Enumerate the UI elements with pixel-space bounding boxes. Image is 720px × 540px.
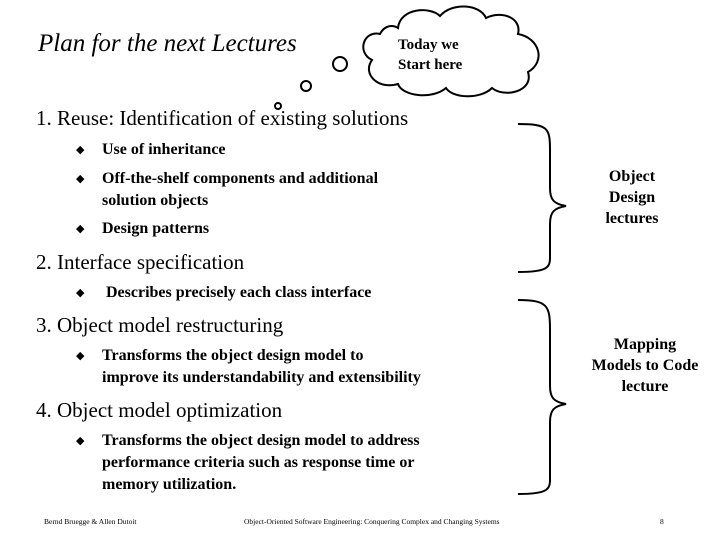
- label-line: Models to Code: [591, 357, 699, 374]
- section-heading-restructuring: 3. Object model restructuring: [36, 313, 284, 337]
- thought-circle-large: [333, 57, 347, 71]
- thought-bubble-text: [398, 35, 482, 75]
- section-heading-optimization: 4. Object model optimization: [36, 398, 283, 422]
- footer-page-number: 8: [660, 517, 664, 526]
- bullet-text-line-1: Transforms the object design model to: [102, 347, 364, 364]
- bullet-item: [76, 168, 379, 212]
- label-mapping-lecture: [580, 334, 710, 397]
- footer-book-title: Object-Oriented Software Engineering: Conquering Complex and Changing Systems: [244, 517, 500, 526]
- section-heading-reuse: 1. Reuse: Identification of existing solutions: [36, 106, 409, 130]
- label-line: lecture: [621, 378, 669, 395]
- bullet-marker: ◆: [76, 223, 85, 235]
- bullet-text: Design patterns: [102, 220, 210, 237]
- bullet-marker: ◆: [76, 350, 85, 362]
- bullet-item: [76, 139, 226, 161]
- bullet-marker: ◆: [76, 173, 85, 185]
- bullet-text-line-1: Off-the-shelf components and additional: [102, 170, 379, 187]
- bullet-text-line-2: solution objects: [102, 192, 209, 209]
- bullet-text: Use of inheritance: [102, 141, 226, 158]
- bullet-text-line-2: performance criteria such as response time or: [102, 454, 415, 471]
- label-line: Object: [608, 168, 656, 185]
- label-object-design-lectures: [586, 166, 678, 229]
- bullet-text-line-2: improve its understandability and extensibility: [102, 369, 421, 386]
- bullet-marker: ◆: [76, 435, 85, 447]
- section-heading-interface: 2. Interface specification: [36, 250, 245, 274]
- bullet-item: [76, 218, 210, 240]
- footer-authors: Bernd Bruegge & Allen Dutoit: [44, 517, 137, 526]
- thought-bubble-line-2: Start here: [398, 57, 463, 73]
- thought-bubble-line-1: Today we: [398, 37, 459, 53]
- brace-mapping: [518, 300, 566, 494]
- thought-circle-medium: [301, 81, 311, 91]
- brace-object-design: [518, 124, 566, 272]
- label-line: Design: [608, 189, 656, 206]
- bullet-text-line-1: Transforms the object design model to address: [102, 432, 420, 449]
- label-line: Mapping: [613, 336, 677, 353]
- bullet-item: [76, 282, 372, 304]
- bullet-marker: ◆: [76, 144, 85, 156]
- label-line: lectures: [605, 210, 659, 227]
- bullet-text: Describes precisely each class interface: [106, 284, 372, 301]
- bullet-item: [76, 345, 421, 389]
- bullet-text-line-3: memory utilization.: [102, 476, 237, 493]
- bullet-item: [76, 430, 420, 496]
- bullet-marker: ◆: [76, 287, 85, 299]
- slide-title: Plan for the next Lectures: [38, 30, 297, 57]
